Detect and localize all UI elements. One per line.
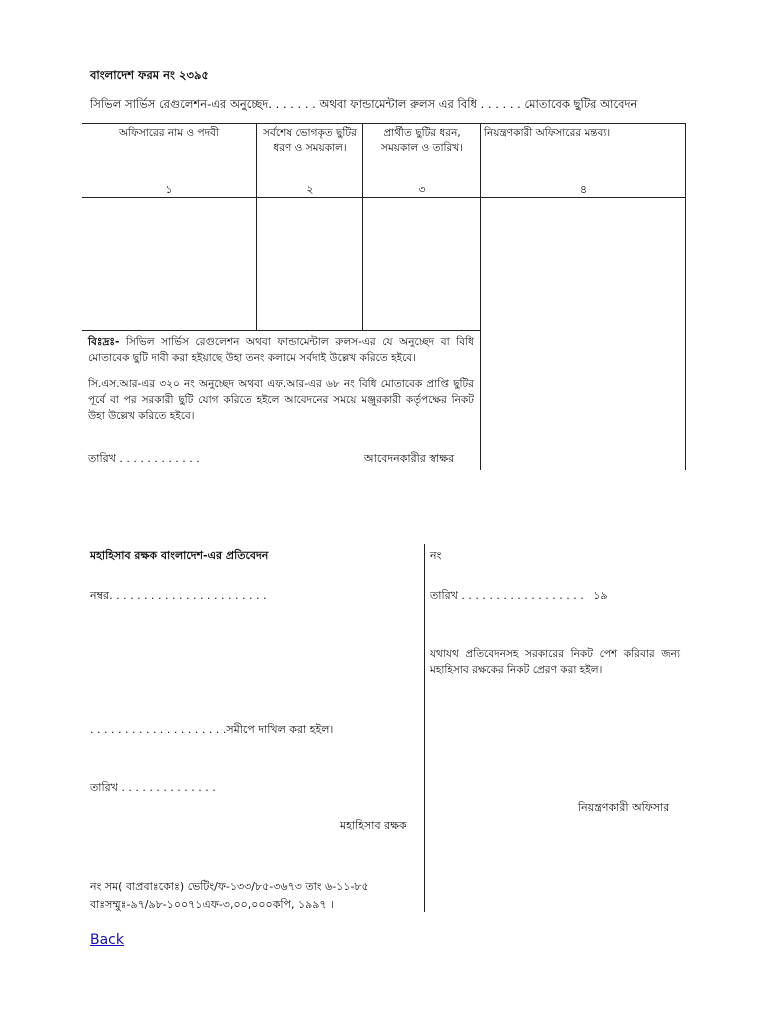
right-number-label: নং xyxy=(430,549,442,562)
accountant-general-signature: মহাহিসাব রক্ষক xyxy=(340,819,407,832)
table-top-border xyxy=(82,123,686,124)
report-divider xyxy=(424,544,425,912)
column-number: ১ xyxy=(165,183,173,196)
note-text-1: সিভিল সার্ভিস রেগুলেশন অথবা ফান্ডামেন্টাল রুলস-এর যে অনুচ্ছেদ বা বিধি মোতাবেক ছুটি দাবী করা হইয়াছে উহা তনং কলামে সর্বদাই উল্লেখ করিতে হইবে। xyxy=(88,336,474,364)
right-date-label: তারিখ . . . . . . . . . . . . . . . . . . xyxy=(430,589,584,602)
note-paragraph-1 xyxy=(88,334,474,366)
column-number: ৩ xyxy=(418,183,426,196)
table-col-divider-2 xyxy=(362,123,363,330)
table-col-divider-1 xyxy=(256,123,257,330)
column-number: ৪ xyxy=(579,183,588,196)
note-label: বিঃদ্রঃ- xyxy=(88,336,120,348)
application-date: তারিখ . . . . . . . . . . . . xyxy=(88,452,200,465)
report-date: তারিখ . . . . . . . . . . . . . . xyxy=(90,781,216,794)
right-date xyxy=(430,588,608,604)
column-header-controller-remarks: নিয়ন্ত্রণকারী অফিসারের মন্তব্য। xyxy=(484,127,611,139)
column-header-last-leave: সর্বশেষ ভোগকৃত ছুটির ধরণ ও সময়কাল। xyxy=(263,127,357,154)
table-right-border xyxy=(685,123,686,470)
form-number: বাংলাদেশ ফরম নং ২৩৯৫ xyxy=(90,68,209,82)
note-paragraph-2: সি.এস.আর-এর ৩২০ নং অনুচ্ছেদ অথবা এফ.আর-এর ৬৮ নং বিধি মোতাবেক প্রাপ্তি ছুটির পূর্বে বা পর সরকারী ছুটি যোগ করিতে হইলে আবেদনের সময়ে মঞ্জুরকারী কর্তৃপক্ষের নিকট উহা উল্লেখ করিতে হইবে। xyxy=(88,378,474,422)
column-header-requested-leave: প্রার্থীত ছুটির ধরন, সময়কাল ও তারিখ। xyxy=(381,127,463,154)
table-col-divider-3 xyxy=(480,123,481,470)
column-number: ২ xyxy=(306,183,314,196)
controlling-officer-signature: নিয়ন্ত্রণকারী অফিসার xyxy=(578,801,670,814)
footer-reference-1: নং সম( বাপ্রবাঃকোঃ) ভেটিং/ফ-১৩৩/৮৫-৩৬৭৩ তাং ৬-১১-৮৫ xyxy=(90,880,369,893)
form-subtitle: সিভিল সার্ভিস রেগুলেশন-এর অনুচ্ছেদ. . . . . . . অথবা ফান্ডামেন্টাল রুলস এর বিধি . . . . . . মোতাবেক ছুটির আবেদন xyxy=(90,97,638,111)
forwarding-note: যথাযথ প্রতিবেদনসহ সরকারের নিকট পেশ করিবার জন্য মহাহিসাব রক্ষকের নিকট প্রেরণ করা হইল। xyxy=(430,648,680,676)
footer-reference-2: বাঃসম্মুঃ-৯৭/৯৮-১০০৭১এফ-৩,০০,০০০কপি, ১৯৯৭ । xyxy=(90,898,335,911)
applicant-signature: আবেদনকারীর স্বাক্ষর xyxy=(364,452,455,465)
back-link[interactable]: Back xyxy=(90,932,124,948)
right-date-year: ১৯ xyxy=(593,589,608,602)
column-header-officer-name: অফিসারের নাম ও পদবী xyxy=(119,127,219,139)
table-note-border xyxy=(82,330,480,331)
report-number: নম্বর. . . . . . . . . . . . . . . . . . . . . . . xyxy=(90,589,267,602)
submitted-line: . . . . . . . . . . . . . . . . . . . .সমীপে দাখিল করা হইল। xyxy=(90,723,334,736)
report-title: মহাহিসাব রক্ষক বাংলাদেশ-এর প্রতিবেদন xyxy=(90,549,269,562)
